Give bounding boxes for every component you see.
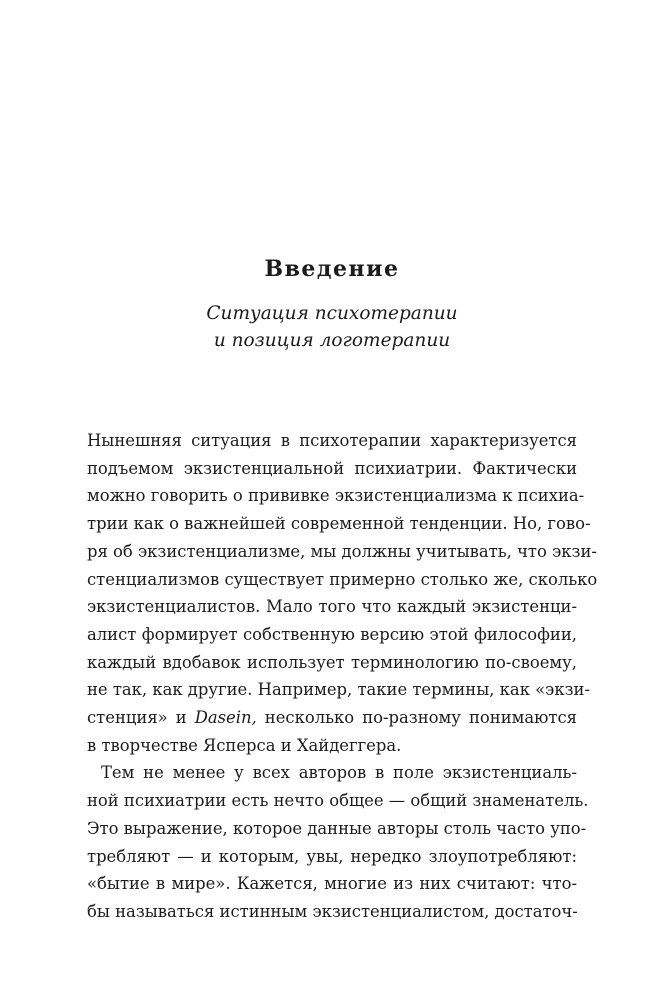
text-line: ной психиатрии есть нечто общее — общий знаменатель. — [87, 791, 589, 811]
text-line: каждый вдобавок использует терминологию по-своему, — [87, 652, 577, 672]
paragraph-1 — [87, 427, 598, 759]
text-line: стенциализмов существует примерно столько же, сколько — [87, 569, 598, 589]
text-fragment: стенция» и — [87, 708, 195, 728]
text-fragment: несколько по-разному понимаются — [256, 708, 577, 728]
text-line: ря об экзистенциализме, мы должны учитывать, что экзи- — [87, 541, 597, 561]
text-line: алист формирует собственную версию этой философии, — [87, 624, 577, 644]
chapter-subtitle — [0, 300, 664, 354]
text-line: бы называться истинным экзистенциалистом, достаточ- — [87, 901, 578, 921]
text-line: не так, как другие. Например, такие термины, как «экзи- — [87, 680, 591, 700]
text-line: «бытие в мире». Кажется, многие из них считают: что- — [87, 874, 577, 894]
text-line: Нынешняя ситуация в психотерапии характеризуется — [87, 431, 577, 450]
text-line: можно говорить о прививке экзистенциализма к психиа- — [87, 486, 585, 506]
text-line: экзистенциалистов. Мало того что каждый экзистенци- — [87, 597, 577, 617]
text-line: Тем не менее у всех авторов в поле экзистенциаль- — [101, 763, 577, 783]
subtitle-line: и позиция логотерапии — [213, 330, 451, 351]
text-line: требляют — и которым, увы, нередко злоупотребляют: — [87, 846, 577, 866]
body-text — [87, 427, 598, 926]
text-line: в творчестве Ясперса и Хайдеггера. — [87, 735, 402, 755]
text-line: Это выражение, которое данные авторы столь часто упо- — [87, 818, 587, 838]
italic-term: Dasein, — [194, 708, 257, 728]
paragraph-2 — [87, 759, 589, 925]
chapter-title: Введение — [264, 256, 400, 282]
subtitle-line: Ситуация психотерапии — [206, 303, 458, 324]
text-line: трии как о важнейшей современной тенденции. Но, гово- — [87, 514, 591, 534]
text-line-mixed — [87, 704, 577, 732]
text-line: подъемом экзистенциальной психиатрии. Фактически — [87, 458, 577, 478]
